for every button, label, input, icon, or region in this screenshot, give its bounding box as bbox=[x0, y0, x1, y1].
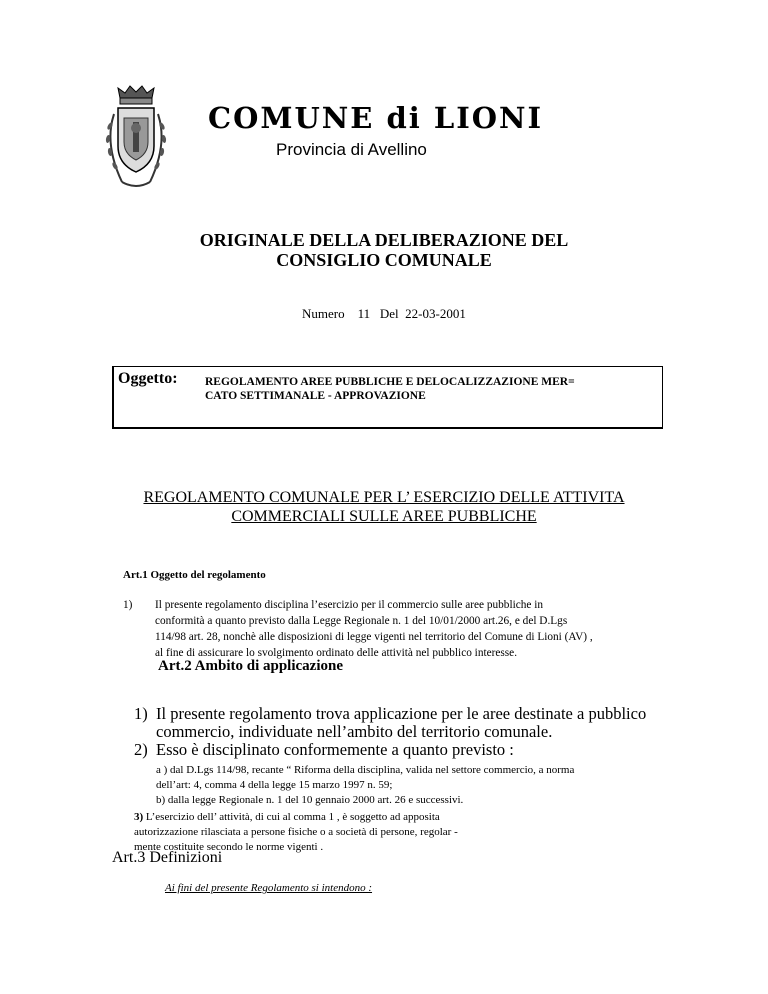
art2-item-3-line: autorizzazione rilasciata a persone fisiche o a società di persone, regolar - bbox=[134, 826, 458, 838]
art1-line: 114/98 art. 28, nonchè alle disposizioni di legge vigenti nel territorio del Comune di Lioni (AV) , bbox=[155, 631, 593, 643]
art2-item-2-number: 2) bbox=[134, 740, 148, 759]
comune-title: COMUNE di LIONI bbox=[208, 101, 544, 135]
art2-item-1 bbox=[134, 705, 694, 745]
art1-item-number: 1) bbox=[123, 599, 133, 611]
art2-item-3-line: L’esercizio dell’ attività, di cui al comma 1 , è soggetto ad apposita bbox=[145, 811, 440, 823]
art2-sub-line: dell’art: 4, comma 4 della legge 15 marzo 1997 n. 59; bbox=[156, 779, 393, 791]
heading-line-2: CONSIGLIO COMUNALE bbox=[276, 250, 492, 270]
oggetto-line-1: REGOLAMENTO AREE PUBBLICHE E DELOCALIZZAZIONE MER= bbox=[205, 376, 575, 388]
deliberation-number-line bbox=[302, 306, 466, 322]
oggetto-text bbox=[205, 375, 645, 403]
art1-line: Il presente regolamento disciplina l’esercizio per il commercio sulle aree pubbliche in bbox=[155, 599, 544, 611]
art1-line: conformità a quanto previsto dalla Legge Regionale n. 1 del 10/01/2000 art.26, e del D.Lgs bbox=[155, 615, 568, 627]
regulation-title-line-2: COMMERCIALI SULLE AREE PUBBLICHE bbox=[231, 508, 537, 525]
art2-sub-line: a ) dal D.Lgs 114/98, recante “ Riforma della disciplina, valida nel settore commercio, a norma bbox=[156, 764, 575, 776]
art2-item-1-line: Il presente regolamento trova applicazione per le aree destinate a pubblico bbox=[156, 704, 647, 723]
oggetto-line-2: CATO SETTIMANALE - APPROVAZIONE bbox=[205, 390, 426, 402]
numero-value: 11 bbox=[357, 306, 371, 321]
art3-intro: Ai fini del presente Regolamento si intendono : bbox=[165, 882, 373, 894]
art1-item-1 bbox=[123, 597, 671, 663]
art2-item-1-line: commercio, individuate nell’ambito del territorio comunale. bbox=[156, 722, 553, 741]
art2-sub-line: b) dalla legge Regionale n. 1 del 10 gennaio 2000 art. 26 e successivi. bbox=[156, 794, 464, 806]
art3-title: Art.3 Definizioni bbox=[112, 849, 223, 866]
art2-item-3-line: mente costituite secondo le norme vigenti . bbox=[134, 841, 324, 853]
art2-title: Art.2 Ambito di applicazione bbox=[158, 658, 344, 674]
art2-sub-list bbox=[156, 763, 676, 808]
oggetto-label: Oggetto: bbox=[118, 370, 178, 387]
art2-item-2-line: Esso è disciplinato conformemente a quanto previsto : bbox=[156, 740, 514, 759]
art2-item-3-number: 3) bbox=[134, 811, 144, 823]
regulation-title-line-1: REGOLAMENTO COMUNALE PER L’ ESERCIZIO DELLE ATTIVITA bbox=[143, 489, 625, 506]
province-subtitle: Provincia di Avellino bbox=[276, 140, 427, 159]
heading-line-1: ORIGINALE DELLA DELIBERAZIONE DEL bbox=[199, 230, 569, 250]
art1-title: Art.1 Oggetto del regolamento bbox=[123, 569, 266, 581]
deliberation-date: 22-03-2001 bbox=[405, 306, 466, 321]
art2-item-1-number: 1) bbox=[134, 704, 148, 723]
coat-of-arms-logo bbox=[100, 84, 172, 196]
art1-line: al fine di assicurare lo svolgimento ordinato delle attività nel pubblico interesse. bbox=[155, 647, 518, 659]
numero-label: Numero bbox=[302, 306, 345, 321]
art2-item-2 bbox=[134, 741, 694, 761]
del-label: Del bbox=[379, 306, 399, 321]
